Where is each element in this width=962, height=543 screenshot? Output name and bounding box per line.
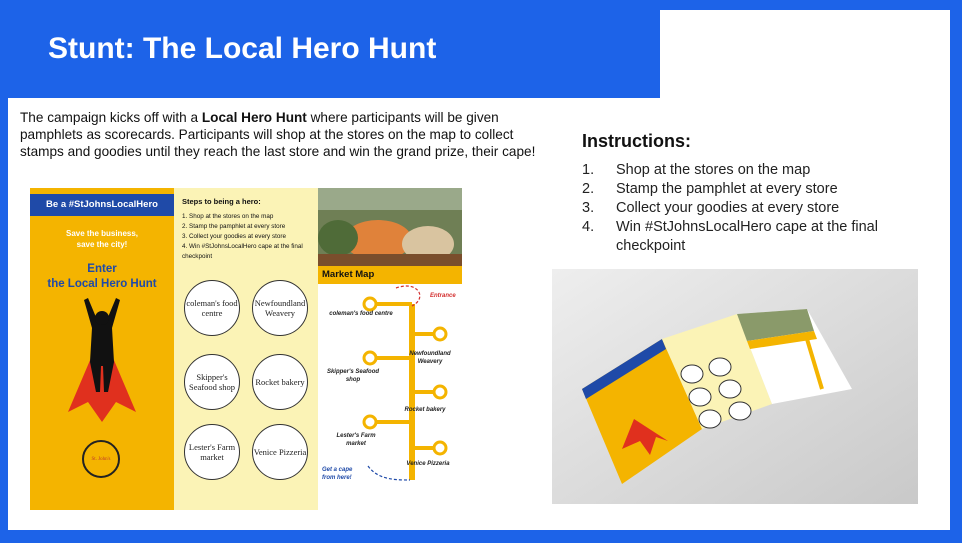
instruction-number: 1.	[582, 162, 595, 178]
step-item: 4. Win #StJohnsLocalHero cape at the final checkpoint	[182, 243, 303, 260]
pamphlet-image	[30, 188, 462, 510]
tagline-line: Save the business,	[65, 229, 139, 238]
instruction-item	[582, 218, 922, 256]
mockup-graphic	[552, 269, 918, 504]
header-corner	[660, 10, 950, 100]
instructions-list	[582, 161, 922, 256]
instructions-heading: Instructions:	[582, 131, 692, 151]
pamphlet-banner: Be a #StJohnsLocalHero	[30, 194, 174, 216]
instruction-text: Shop at the stores on the map	[616, 162, 811, 178]
desc-bold: Local Hero Hunt	[201, 110, 307, 125]
stamp-circle: Venice Pizzeria	[252, 424, 308, 480]
superhero-icon	[58, 292, 146, 432]
pamphlet-tagline	[30, 228, 174, 250]
instruction-item	[582, 180, 922, 199]
map-store-label: Skipper's Seafood shop	[326, 369, 380, 383]
instruction-number: 2.	[582, 181, 595, 197]
map-title: Market Map	[318, 266, 462, 284]
stamp-circle: Skipper's Seafood shop	[184, 354, 240, 410]
instruction-number: 3.	[582, 200, 595, 216]
step-item: 2. Stamp the pamphlet at every store	[182, 223, 286, 230]
instruction-text: Win #StJohnsLocalHero cape at the final checkpoint	[616, 219, 878, 254]
desc-post: where participants will be given pamphlets as scorecards. Participants will shop at the stores on the map to collect stamps and goodies until they reach the last store and win the grand prize, their cape!	[20, 110, 536, 159]
slide-title: Stunt: The Local Hero Hunt	[48, 32, 437, 65]
map-store-label: Venice Pizzeria	[406, 461, 450, 467]
instruction-item	[582, 161, 922, 180]
step-item: 3. Collect your goodies at every store	[182, 233, 286, 240]
pamphlet-cover-panel	[30, 188, 174, 510]
desc-pre: The campaign kicks off with a	[20, 110, 202, 125]
step-item: 1. Shop at the stores on the map	[182, 213, 274, 220]
headline-line: Enter	[87, 263, 117, 275]
market-photo-graphic	[318, 188, 462, 266]
stamp-circle: Lester's Farm market	[184, 424, 240, 480]
stamp-circle: Rocket bakery	[252, 354, 308, 410]
steps-heading: Steps to being a hero:	[182, 197, 261, 206]
map-entrance-label: Entrance	[430, 293, 456, 299]
stamp-circle: Newfoundland Weavery	[252, 280, 308, 336]
market-photo	[318, 188, 462, 266]
stjohns-logo	[82, 440, 120, 478]
map-store-label: Lester's Farm market	[336, 433, 376, 447]
campaign-description	[20, 109, 560, 160]
logo-text: St. John's	[91, 456, 111, 462]
map-store-label: Rocket bakery	[404, 407, 446, 413]
instruction-item	[582, 199, 922, 218]
instruction-number: 4.	[582, 219, 595, 235]
pamphlet-headline	[30, 262, 174, 292]
instruction-text: Collect your goodies at every store	[616, 200, 840, 216]
map-store-label: coleman's food centre	[329, 311, 393, 317]
map-store-label: Newfoundland Weavery	[409, 351, 451, 365]
pamphlet-map-panel	[318, 188, 462, 510]
instruction-text: Stamp the pamphlet at every store	[616, 181, 838, 197]
tagline-line: save the city!	[76, 240, 128, 249]
stamp-circle: coleman's food centre	[184, 280, 240, 336]
headline-line: the Local Hero Hunt	[47, 278, 157, 290]
map-exit-label: Get a cape from here!	[322, 467, 353, 481]
pamphlet-stamps-panel	[174, 188, 318, 510]
pamphlet-mockup-image	[552, 269, 918, 504]
steps-list	[182, 212, 314, 262]
